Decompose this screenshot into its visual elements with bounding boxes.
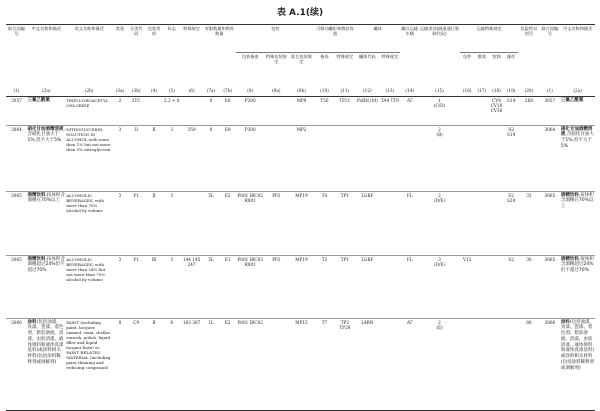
classification-code: 2TC	[131, 97, 141, 103]
special-provisions	[181, 97, 203, 126]
header-tank-special: 特殊规定	[381, 53, 399, 59]
special-operation	[504, 319, 519, 411]
limited-quantity: 5L	[208, 256, 214, 262]
name-cn-repeat-rest: ,按体积含酒精超过24%但不超过70%	[560, 256, 594, 273]
transport-category-number: 2	[438, 192, 441, 198]
transport-category-number: 3	[438, 256, 441, 262]
name-cn-repeat	[560, 256, 595, 319]
tank-vehicle: AT	[406, 97, 413, 103]
name-cn-repeat-bold: 酒精饮料	[560, 192, 579, 198]
column-number: (2a)	[42, 87, 51, 93]
special-loading: CV9 CV10 CV36	[490, 97, 503, 114]
packing-instructions: P300	[244, 126, 256, 132]
packing-group: Ⅱ	[152, 192, 156, 198]
header-loading: 装卸	[492, 53, 501, 59]
table-header	[6, 25, 595, 97]
name-cn-repeat-bold: 三氟乙酰氯	[560, 97, 584, 103]
column-number: (5)	[168, 87, 175, 93]
header-limited-excepted: 有限数量和例外数量	[204, 25, 235, 36]
limited-quantity: 1L	[208, 319, 214, 325]
tank-vehicle: AT	[406, 319, 413, 325]
special-bulk	[475, 192, 490, 256]
name-cn	[27, 192, 66, 256]
header-packing-instructions: 包装指南	[241, 53, 259, 59]
name-en: ALCOHOLIC BEVERAGES, with more than 70% alcohol by volume	[66, 192, 104, 213]
header-class: 类别	[115, 25, 125, 31]
tunnel-code: (D/E)	[433, 261, 446, 267]
labels: 3	[170, 192, 174, 198]
transport-category	[419, 126, 460, 192]
special-loading	[489, 126, 504, 192]
column-number: (2b)	[84, 87, 94, 93]
tank-code: L4BN	[361, 319, 374, 325]
special-operation: S2 S14	[507, 126, 516, 137]
special-packages	[460, 192, 475, 256]
column-number: (16)	[462, 87, 472, 93]
tank-special	[379, 256, 400, 319]
column-number: (9a)	[272, 87, 281, 93]
column-number: (4)	[151, 87, 157, 93]
name-cn	[27, 319, 66, 411]
pt-instructions: T2	[321, 256, 328, 262]
mixed-packing: MP15	[295, 319, 308, 325]
mixed-packing: MP2	[296, 126, 307, 132]
packing-instructions: P001 IBC02 R001	[237, 192, 263, 203]
name-cn-rest: (包括油漆、真漆、瓷漆、着色剂、紫胶溶液、清漆、虫胶清漆、液体填料和液体真漆基料)或涂料相关材料(包括涂料稀释剂或调解剂)	[27, 319, 64, 365]
pt-instructions: T4	[321, 192, 328, 198]
special-provisions	[181, 192, 203, 256]
name-cn	[27, 97, 66, 126]
transport-category	[419, 319, 460, 411]
name-cn-bold: 酒精饮料	[27, 256, 46, 262]
special-loading	[489, 192, 504, 256]
name-en: ALCOHOLIC BEVERAGES, with more than 24% but not more than 70% alcohol by volume	[66, 256, 106, 282]
pt-special: TP2 TP28	[339, 319, 351, 330]
name-cn-repeat-rest: ,含硝化甘油大于1%,但不大于5%	[560, 132, 594, 149]
hazard-id: 268	[524, 97, 533, 103]
special-packing	[264, 126, 288, 192]
pt-special: TP1	[340, 256, 349, 262]
un-number-repeat: 3065	[544, 256, 556, 262]
header-special-transport: 运输特殊规定	[460, 25, 519, 53]
header-labels: 标志	[167, 25, 176, 31]
tank-code	[355, 126, 379, 192]
tunnel-code: (D/E)	[433, 197, 446, 203]
hazard-id: 80	[526, 319, 532, 325]
tank-vehicle: FL	[406, 256, 413, 262]
special-packages	[460, 319, 475, 411]
page-title: 表 A.1(续)	[276, 8, 324, 18]
pt-instructions	[315, 126, 335, 192]
special-packing: PP2	[272, 192, 281, 198]
excepted-quantity: E1	[224, 256, 231, 262]
name-cn-repeat-rest: ,按体积含酒精在70%以上	[560, 192, 594, 209]
name-cn-repeat-bold: 酒精饮料	[560, 256, 579, 262]
name-cn-bold: 三氟乙酰氯	[27, 97, 50, 103]
classification-code: D	[134, 126, 138, 132]
limited-quantity: 0	[209, 97, 213, 103]
un-number-repeat: 3064	[544, 126, 556, 132]
limited-quantity: 0	[209, 126, 213, 132]
un-number: 3066	[11, 319, 22, 325]
header-tank-vehicle: 罐式运输车辆	[401, 25, 419, 36]
special-packing	[264, 97, 288, 126]
tunnel-code: (C/D)	[433, 102, 446, 108]
excepted-quantity: E0	[224, 97, 231, 103]
class: 3	[118, 192, 122, 198]
header-bulk: 散装	[477, 53, 487, 59]
name-cn-bold: 硝化甘油酒精溶液	[27, 126, 64, 132]
column-number: (10)	[320, 87, 329, 93]
packing-group: Ⅲ	[151, 256, 156, 262]
tank-vehicle	[400, 126, 419, 192]
special-bulk	[475, 97, 490, 126]
table-row	[6, 319, 595, 411]
column-number: (6)	[188, 87, 195, 93]
column-number: (9b)	[297, 87, 306, 93]
special-bulk	[475, 126, 490, 192]
packing-instructions: P001 IBC03 R001	[237, 256, 263, 267]
special-bulk	[475, 319, 490, 411]
column-number: (13)	[385, 87, 395, 93]
hazard-id: 33	[526, 192, 532, 198]
special-loading	[489, 319, 504, 411]
header-portable-tanks: 可移动罐柜和散装容器	[315, 25, 356, 53]
name-cn-repeat	[560, 319, 595, 411]
special-provisions: 359	[187, 126, 196, 132]
column-number-row	[6, 87, 595, 97]
un-number: 3057	[11, 97, 22, 103]
column-number: (18)	[492, 87, 501, 93]
name-cn	[27, 126, 66, 192]
tank-code: LGBF	[361, 192, 374, 198]
class: 3	[118, 126, 122, 132]
mixed-packing: MP19	[295, 192, 308, 198]
header-mixed-packing: 混合包装规定	[290, 53, 312, 64]
header-name-cn-repeat: 中文名称和描述	[562, 25, 593, 31]
packing-group: Ⅱ	[152, 319, 156, 325]
labels: 2.3 + 8	[164, 97, 180, 103]
name-cn-repeat	[560, 192, 595, 256]
excepted-quantity: E0	[224, 126, 231, 132]
header-operation: 操作	[506, 53, 516, 59]
name-cn-repeat-bold: 硝化甘油酒精溶液	[560, 126, 593, 138]
transport-category	[419, 192, 460, 256]
tank-code: PxBH (M)	[356, 97, 378, 103]
un-number: 3065	[11, 192, 22, 198]
name-cn-repeat	[560, 126, 595, 192]
name-en: PAINT (including paint, lacquer, enamel, stain, shellac, varnish, polish, liquid filler and liquid lacquer base) or PAINT RELATED MATERIAL (including paint thinning and reducing compound)	[66, 319, 112, 371]
labels: 3	[170, 126, 174, 132]
pt-instructions: T7	[321, 319, 328, 325]
header-un-no: 联合国编号	[8, 25, 25, 36]
tank-code: LGBF	[361, 256, 374, 262]
column-number: (7a)	[206, 87, 216, 93]
name-cn-repeat-bold: 涂料	[560, 319, 570, 325]
column-number: (3a)	[115, 87, 125, 93]
name-en: NITROGLYCERIN, SOLUTION IN ALCOHOL with more than 1% but not more than 5% nitroglycerin	[66, 126, 111, 152]
pt-instructions: T50	[320, 97, 329, 103]
name-cn-rest: ,按体积含酒精在70%以上	[27, 192, 65, 204]
header-un-no-repeat: 联合国编号	[541, 25, 559, 36]
limited-quantity: 5L	[208, 192, 214, 198]
tank-vehicle: FL	[406, 192, 413, 198]
header-transport-category: 运输类别(隧道通行限制代码)	[419, 25, 460, 36]
class: 8	[118, 319, 122, 325]
tank-special	[379, 192, 400, 256]
class: 2	[118, 97, 122, 103]
table-row	[6, 97, 595, 126]
transport-category-number: 1	[438, 97, 441, 103]
packing-instructions: P001 IBC02	[237, 319, 263, 325]
column-number: (1)	[13, 87, 20, 93]
name-cn	[27, 256, 66, 319]
header-classification-code: 分类代码	[129, 25, 143, 36]
tunnel-code: (B)	[436, 131, 443, 137]
labels: 8	[170, 319, 174, 325]
header-pt-special: 特殊规定	[336, 53, 354, 59]
excepted-quantity: E2	[224, 192, 231, 198]
special-packages	[460, 126, 475, 192]
header-packaging: 包装	[236, 25, 314, 53]
class: 3	[118, 256, 122, 262]
table-row	[6, 126, 595, 192]
tank-special	[379, 319, 400, 411]
header-special-provisions: 特殊规定	[183, 25, 201, 31]
column-number: (15)	[435, 87, 444, 93]
header-name-en: 英文名称和描述	[74, 25, 104, 31]
tunnel-code: (E)	[436, 324, 443, 330]
column-number: (1)	[546, 87, 553, 93]
column-number: (2a)	[573, 87, 582, 93]
labels: 3	[170, 256, 174, 262]
classification-code: F1	[133, 256, 139, 262]
table-row	[6, 256, 595, 319]
un-number-repeat: 3066	[544, 319, 556, 325]
mixed-packing: MP19	[295, 256, 308, 262]
column-number: (12)	[363, 87, 372, 93]
pt-special: TP21	[339, 97, 351, 103]
name-cn-bold: 涂料	[27, 319, 37, 325]
header-tank-code: 罐体代码	[358, 53, 376, 59]
special-loading	[489, 256, 504, 319]
pt-special: TP1	[340, 192, 349, 198]
special-operation: S2 S20	[507, 192, 516, 203]
dangerous-goods-table	[6, 24, 595, 411]
transport-category	[419, 97, 460, 126]
transport-category-number: 2	[438, 319, 441, 325]
column-number: (7b)	[223, 87, 233, 93]
header-tank: 罐体	[355, 25, 400, 53]
table-row	[6, 192, 595, 256]
un-number: 3065	[11, 256, 22, 262]
special-provisions: 144 145 247	[182, 256, 201, 267]
special-provisions: 163 367	[182, 319, 201, 325]
name-en: TRIFLUOROACETYL CHLORIDE	[66, 97, 109, 108]
special-packages	[460, 97, 475, 126]
transport-category-number: 2	[438, 126, 441, 132]
tank-special: TA4 TT9	[380, 97, 399, 103]
special-operation: S14	[507, 97, 516, 103]
special-bulk	[475, 256, 490, 319]
header-packages: 包件	[463, 53, 472, 59]
transport-category	[419, 256, 460, 319]
table-body	[6, 97, 595, 411]
name-cn-repeat-rest: (包括油漆、真漆、瓷漆、着色剂、紫胶溶液、清漆、虫胶清漆、液体填料和液体真漆基料)或涂料相关材料(包括涂料稀释剂或调解剂)	[560, 319, 595, 371]
header-packing-group: 包装类别	[147, 25, 161, 36]
column-number: (20)	[524, 87, 534, 93]
column-number: (17)	[477, 87, 487, 93]
column-number: (14)	[405, 87, 414, 93]
column-number: (8)	[247, 87, 254, 93]
pt-special	[334, 126, 355, 192]
excepted-quantity: E2	[224, 319, 231, 325]
name-cn-bold: 酒精饮料	[27, 192, 46, 198]
hazard-id	[518, 126, 539, 192]
mixed-packing: MP9	[296, 97, 307, 103]
column-number: (11)	[340, 87, 350, 93]
un-number: 3064	[11, 126, 22, 132]
un-number-repeat: 3065	[544, 192, 556, 198]
un-number-repeat: 3057	[544, 97, 556, 103]
column-number: (19)	[506, 87, 516, 93]
header-special-packing: 特殊包装规定	[265, 53, 287, 64]
special-packages: V12	[463, 256, 472, 262]
column-number: (3b)	[131, 87, 141, 93]
packing-instructions: P200	[244, 97, 256, 103]
name-cn-repeat	[560, 97, 595, 126]
classification-code: C9	[133, 319, 140, 325]
tank-special	[379, 126, 400, 192]
classification-code: F1	[133, 192, 139, 198]
header-name-cn: 中文名称和描述	[31, 25, 61, 31]
special-operation: S2	[508, 256, 514, 262]
special-packing: PP2	[272, 256, 281, 262]
hazard-id: 30	[526, 256, 532, 262]
header-hazard-id: 危险性识别号	[520, 25, 538, 36]
special-packing	[264, 319, 288, 411]
name-cn-rest: ,含硝化甘油大于1%,但不大于5%	[27, 126, 65, 143]
name-cn-rest: ,按体积含酒精超过24%但不超过70%	[27, 256, 65, 273]
header-pt-instructions: 指南	[320, 53, 329, 59]
packing-group	[145, 97, 163, 126]
packing-group: Ⅱ	[152, 126, 156, 132]
